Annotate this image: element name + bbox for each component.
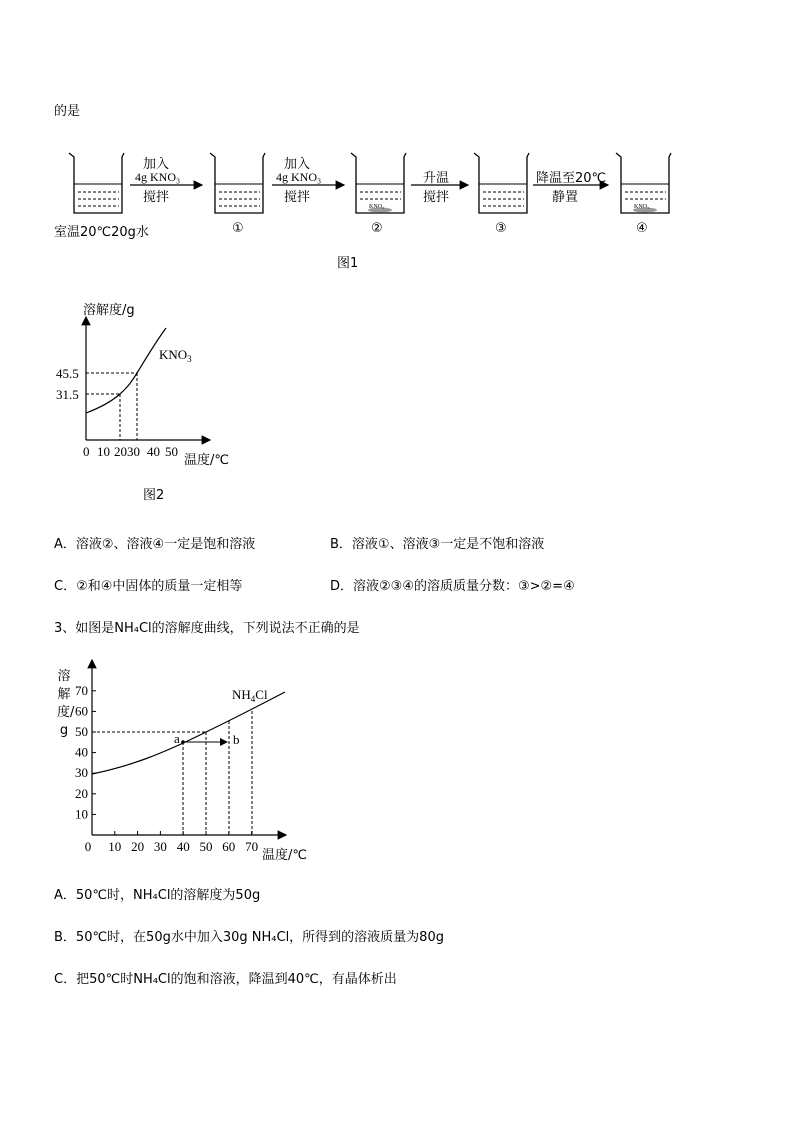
fig2-xtick-0: 0 (83, 444, 90, 459)
q3-point-b-label: b (233, 732, 240, 747)
q3-option-c: C．把50℃时NH₄Cl的饱和溶液，降温到40℃，有晶体析出 (54, 972, 397, 987)
step-1-bottom: 搅拌 (143, 190, 170, 205)
q3-svg (60, 655, 320, 855)
beaker-2-label: ② (371, 221, 383, 236)
q2-option-a: A．溶液②、溶液④一定是饱和溶液 (54, 537, 256, 552)
q3-xtick-label-30: 30 (153, 839, 167, 854)
step-4-top: 降温至20℃ (536, 171, 607, 186)
q2-option-b: B．溶液①、溶液③一定是不饱和溶液 (330, 537, 545, 552)
q3-option-a: A．50℃时，NH₄Cl的溶解度为50g (54, 888, 261, 903)
q3-ytick-label-10: 10 (75, 806, 88, 822)
q3-y-axis-label: 溶解度/g (57, 669, 75, 738)
q3-ytick-label-20: 20 (75, 785, 88, 801)
figure-1-caption: 图1 (337, 256, 359, 271)
fig2-ytick-31.5: 31.5 (56, 387, 79, 402)
fig2-xtick-40: 40 (147, 444, 160, 459)
beaker-1-label: ① (232, 221, 244, 236)
q3-ytick-label-30: 30 (75, 765, 88, 781)
q3-series-label: $NH_4Cl$ (232, 687, 268, 704)
fig2-xtick-50: 50 (165, 444, 178, 459)
q3-xtick-label-20: 20 (131, 839, 145, 854)
start-beaker-label: 室温20℃20g水 (54, 225, 149, 240)
q3-stem: 3、如图是NH₄Cl的溶解度曲线，下列说法不正确的是 (54, 621, 360, 636)
step-1-reagent: 4g KNO₃ (135, 170, 181, 184)
beaker-3 (474, 153, 529, 213)
fig2-x-axis-label: 温度/℃ (184, 453, 229, 468)
q3-xtick-label-70: 70 (245, 839, 259, 854)
beaker-1 (210, 153, 265, 213)
beaker-3-label: ③ (495, 221, 507, 236)
fig2-y-axis-label: 溶解度/g (83, 303, 135, 318)
step-1-top: 加入 (143, 157, 170, 172)
step-2-reagent: 4g KNO₃ (276, 170, 322, 184)
step-2-bottom: 搅拌 (284, 190, 311, 205)
q3-ytick-label-60: 60 (75, 703, 88, 719)
step-4-bottom: 静置 (552, 190, 579, 205)
q3-xtick-label-50: 50 (199, 839, 213, 854)
step-3-bottom: 搅拌 (423, 190, 450, 205)
q3-nh4cl-curve (92, 692, 285, 774)
fig2-xtick-10: 10 (97, 444, 110, 459)
q3-xtick-label-60: 60 (222, 839, 236, 854)
q3-ytick-label-40: 40 (75, 744, 88, 760)
q3-xtick-label-0: 0 (84, 839, 92, 854)
fig2-kno3-curve (86, 328, 166, 413)
beaker-start (69, 153, 124, 213)
q3-xtick-label-40: 40 (176, 839, 190, 854)
step-2-top: 加入 (284, 157, 311, 172)
question-stem-tail: 的是 (54, 104, 81, 119)
q2-option-d: D．溶液②③④的溶质质量分数：③>②=④ (330, 579, 575, 594)
fig2-ytick-45.5: 45.5 (56, 366, 79, 381)
q3-x-axis-label: 温度/℃ (262, 848, 307, 863)
q3-xtick-label-10: 10 (108, 839, 122, 854)
fig2-series-label: $KNO_3$ (159, 347, 192, 364)
beaker-4-solid-label: KNO₃ (634, 204, 650, 210)
beaker-2-solid-label: KNO₃ (369, 204, 385, 210)
q3-ytick-label-70: 70 (75, 682, 88, 698)
q2-option-c: C．②和④中固体的质量一定相等 (54, 579, 243, 594)
fig2-xtick-2030: 2030 (114, 444, 140, 459)
q3-ytick-label-50: 50 (75, 724, 88, 739)
figure-2-caption: 图2 (143, 488, 165, 503)
q3-point-a-label: a (174, 731, 180, 746)
beaker-4-label: ④ (636, 221, 648, 236)
q3-option-b: B．50℃时，在50g水中加入30g NH₄Cl，所得到的溶液质量为80g (54, 930, 444, 945)
fig2-svg (40, 315, 280, 485)
step-3-top: 升温 (423, 171, 450, 186)
